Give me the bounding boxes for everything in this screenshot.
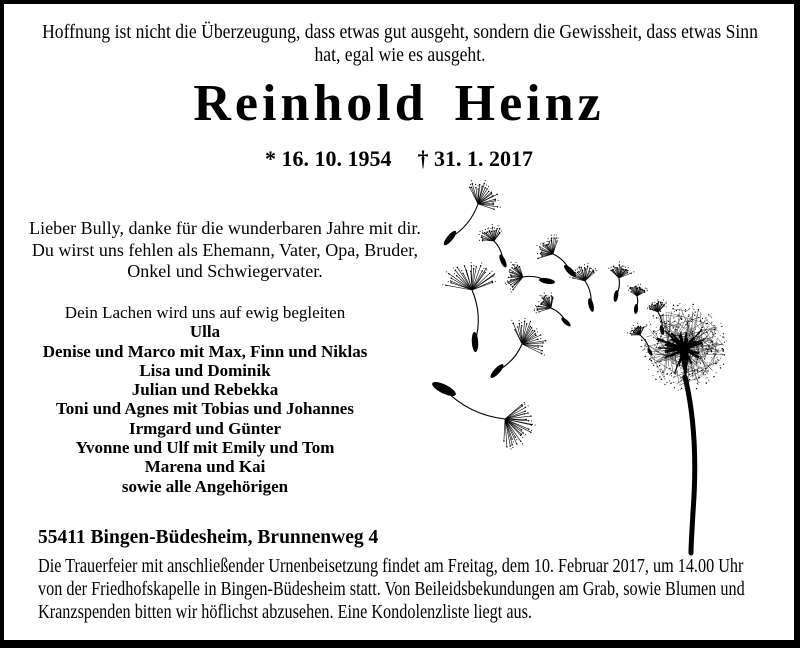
funeral-info-line: Kranzspenden bitten wir höflichst abzusehen. Eine Kondolenzliste liegt aus. [38, 601, 532, 623]
family-name-line: Toni und Agnes mit Tobias und Johannes [56, 399, 354, 419]
family-name-line: Irmgard und Günter [128, 418, 282, 438]
family-name-line: Yvonne und Ulf mit Emily und Tom [75, 438, 335, 458]
family-name-line: sowie alle Angehörigen [121, 476, 289, 496]
funeral-info-line: von der Friedhofskapelle in Bingen-Büdesheim statt. Von Beileidsbekundungen am Grab, sowie Blumen und [38, 578, 745, 600]
death-date: † 31. 1. 2017 [417, 146, 533, 171]
family-name-line: Julian und Rebekka [131, 380, 279, 400]
birth-date: * 16. 10. 1954 [265, 146, 392, 171]
address-line: 55411 Bingen-Büdesheim, Brunnenweg 4 [38, 527, 379, 548]
family-name-line: Ulla [189, 322, 221, 342]
mourning-line: Onkel und Schwiegervater. [127, 261, 323, 282]
opening-quote [0, 21, 800, 66]
deceased-name: Reinhold Heinz [193, 75, 605, 132]
funeral-info-line: Die Trauerfeier mit anschließender Urnenbeisetzung findet am Freitag, dem 10. Februar 2017, um 14.00 Uhr [38, 555, 744, 577]
farewell-names [16, 303, 394, 496]
family-name-line: Denise und Marco mit Max, Finn und Niklas [42, 341, 368, 361]
mourning-line: Du wirst uns fehlen als Ehemann, Vater, Opa, Bruder, [31, 239, 419, 260]
life-dates [4, 146, 794, 172]
mourning-text [20, 218, 430, 283]
family-name-line: Marena und Kai [144, 457, 266, 477]
quote-line: Hoffnung ist nicht die Überzeugung, dass etwas gut ausgeht, sondern die Gewissheit, dass etwas Sinn [42, 21, 758, 43]
quote-line: hat, egal wie es ausgeht. [314, 43, 486, 66]
mourning-line: Lieber Bully, danke für die wunderbaren Jahre mit dir. [29, 218, 421, 238]
family-name-line: Lisa und Dominik [139, 360, 271, 380]
funeral-info [38, 555, 799, 624]
farewell-intro: Dein Lachen wird uns auf ewig begleiten [64, 303, 346, 322]
